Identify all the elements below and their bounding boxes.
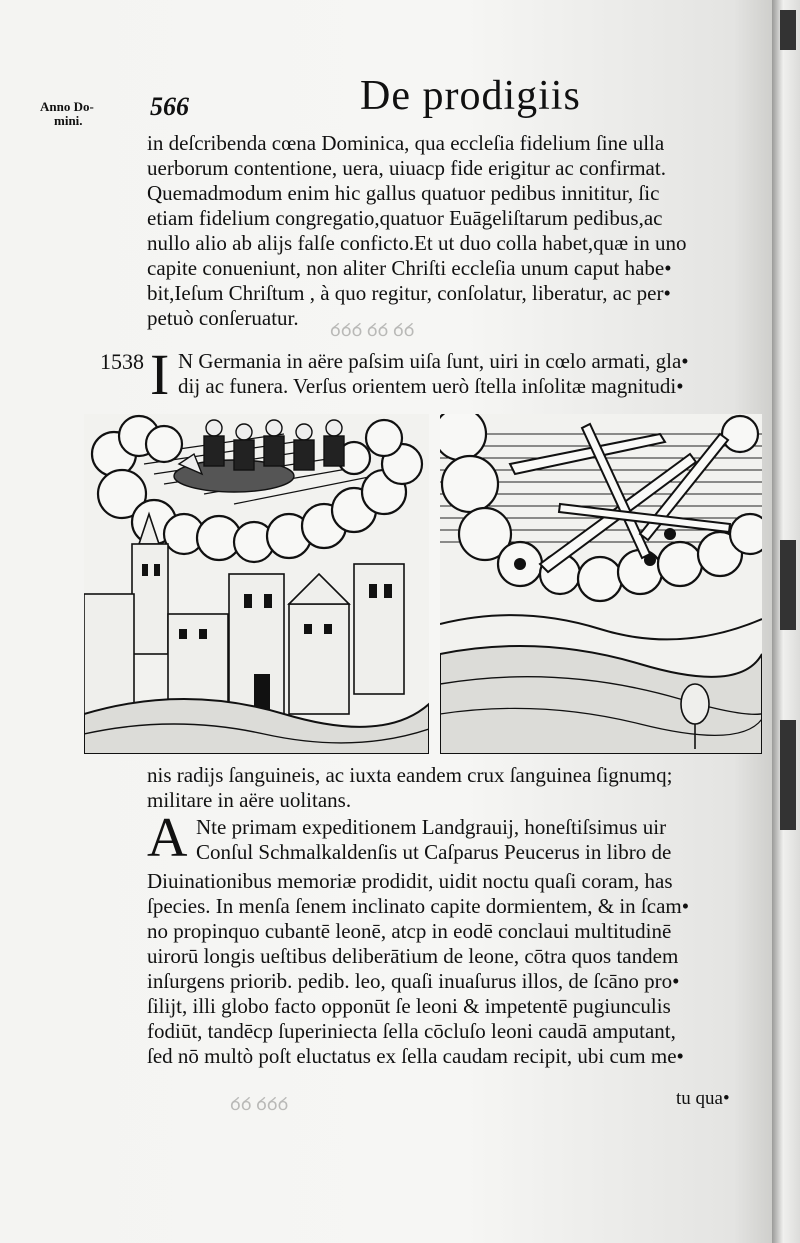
text-line: fodiūt, tandēcp ſuperiniecta ſella cōcluſo leoni caudā amputant, xyxy=(147,1019,676,1043)
text-line: dij ac funera. Verſus orientem uerò ſtella inſolitæ magnitudi• xyxy=(178,374,684,398)
text-line: N Germania in aëre paſsim uiſa ſunt, uiri in cœlo armati, gla• xyxy=(178,349,689,373)
text-line: nis radijs ſanguineis, ac iuxta eandem crux ſanguinea ſignumq; xyxy=(147,763,673,787)
woodcut-swords-in-sky xyxy=(440,414,762,754)
text-line: Nte primam expeditionem Landgrauij, honeſtiſsimus uir xyxy=(196,815,667,839)
text-line: petuò conſeruatur. xyxy=(147,306,299,330)
text-line: nullo alio ab alijs falſe conficto.Et ut duo colla habet,quæ in uno xyxy=(147,231,687,255)
paragraph-1 xyxy=(147,131,742,331)
text-line: ſed nō multò poſt eluctatus ex ſella caudam recipit, ubi cum me• xyxy=(147,1044,684,1068)
year-marginal-note: 1538 xyxy=(100,349,144,374)
page-number: 566 xyxy=(150,92,189,121)
text-line: uirorū longis ueſtibus deliberātium de leone, cōtra quos tandem xyxy=(147,944,679,968)
text-line: Quemadmodum enim hic gallus quatuor pedibus innititur, ſic xyxy=(147,181,660,205)
drop-capital: I xyxy=(150,342,170,407)
book-gutter xyxy=(772,0,800,1243)
text-line: bit,Ieſum Chriſtum , à quo regitur, conſolatur, liberatur, ac per• xyxy=(147,281,671,305)
text-line: uerborum contentione, uera, uiuacp fide erigitur ac confirmat. xyxy=(147,156,666,180)
marginal-heading-line: Anno Do- xyxy=(40,99,94,114)
marginal-heading xyxy=(40,100,140,128)
text-line: etiam fidelium congregatio,quatuor Euāgeliſtarum pedibus,ac xyxy=(147,206,663,230)
marginal-heading-line: mini. xyxy=(54,113,83,128)
paragraph-2-continuation xyxy=(147,763,742,813)
gutter-shadow xyxy=(780,540,796,630)
show-through-text: ꝺꝺꝺ ꝺꝺ xyxy=(230,1094,289,1114)
text-line: capite conueniunt, non aliter Chriſti eccleſia unum caput habe• xyxy=(147,256,672,280)
text-line: ſpecies. In menſa ſenem inclinato capite dormientem, & in ſcam• xyxy=(147,894,690,918)
drop-capital: A xyxy=(147,807,188,869)
text-line: Diuinationibus memoriæ prodidit, uidit noctu quaſi coram, has xyxy=(147,869,673,893)
text-line: in deſcribenda cœna Dominica, qua eccleſia fidelium ſine ulla xyxy=(147,131,665,155)
running-title: De prodigiis xyxy=(360,73,581,119)
text-line: ſilijt, illi globo facto opponūt ſe leoni & impetentē pugiunculis xyxy=(147,994,671,1018)
woodcut-armed-riders-over-town xyxy=(84,414,429,754)
show-through-text: ꝺꝺ ꝺꝺ ꝺꝺꝺ xyxy=(330,320,415,340)
text-line: militare in aëre uolitans. xyxy=(147,788,352,812)
gutter-shadow xyxy=(780,720,796,830)
paragraph-3 xyxy=(147,869,742,1069)
text-line: no propinquo cubantē leonē, atcp in eodē conclaui multitudinē xyxy=(147,919,672,943)
catchword: tu qua• xyxy=(676,1088,730,1109)
text-line: Conſul Schmalkaldenſis ut Caſparus Peucerus in libro de xyxy=(196,840,672,864)
paragraph-2 xyxy=(178,349,743,399)
text-line: inſurgens priorib. pedib. leo, quaſi inuaſurus illos, de ſcāno pro• xyxy=(147,969,680,993)
gutter-shadow xyxy=(780,10,796,50)
paragraph-3-head xyxy=(196,815,742,865)
